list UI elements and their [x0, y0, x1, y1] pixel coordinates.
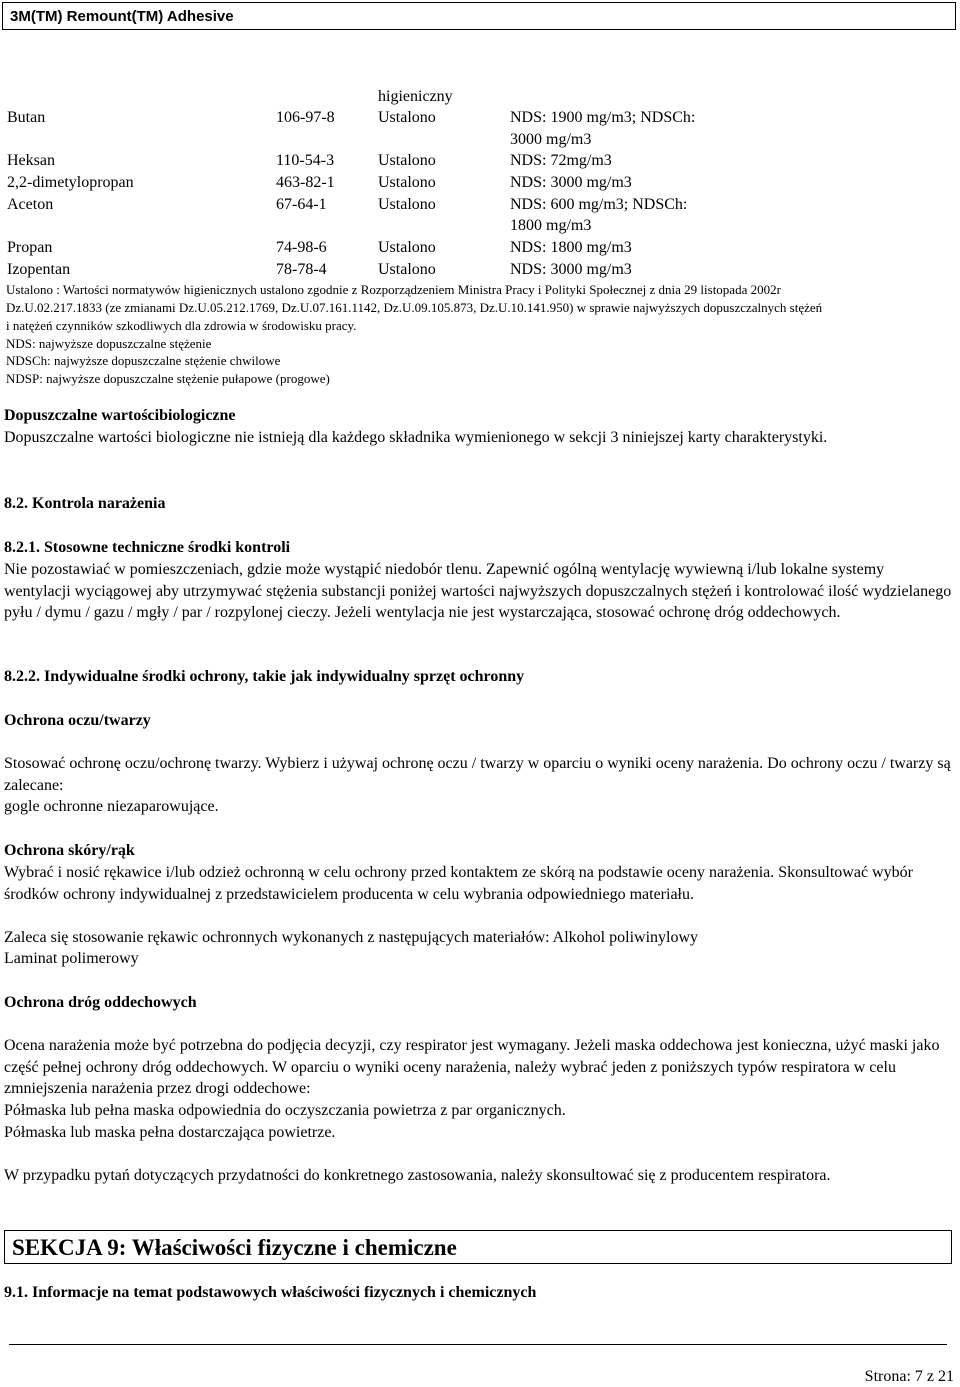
substance-name: Heksan	[7, 152, 55, 169]
limit-source: Ustalono	[378, 239, 436, 256]
limit-value-cont: 1800 mg/m3	[510, 217, 592, 234]
limit-value: NDS: 600 mg/m3; NDSCh:	[510, 196, 688, 213]
footer-divider	[9, 1344, 947, 1345]
respiratory-protection-note: W przypadku pytań dotyczących przydatności do konkretnego zastosowania, należy skonsultować się z producentem respiratora.	[4, 1167, 831, 1184]
limit-value: NDS: 3000 mg/m3	[510, 261, 632, 278]
footnote-line: Dz.U.02.217.1833 (ze zmianami Dz.U.05.212.1769, Dz.U.07.161.1142, Dz.U.09.105.873, Dz.U.10.141.950) w sprawie najwyższych dopuszczalnych stężeń	[6, 300, 823, 315]
section-9-1-heading: 9.1. Informacje na temat podstawowych właściwości fizycznych i chemicznych	[4, 1284, 537, 1301]
section-8-2-1-text: Nie pozostawiać w pomieszczeniach, gdzie może wystąpić niedobór tlenu. Zapewnić ogólną wentylację wywiewną i/lub lokalne systemy wentylacji wyciągowej aby utrzymywać stężenia substancji poniżej wartości najwyższych dopuszczalnych stężeń i kontrolować ilość wydzielanego pyłu / dymu / gazu / mgły / par / rozpylonej cieczy. Jeżeli wentylacja nie jest wystarczająca, stosować ochronę dróg oddechowych.	[4, 561, 952, 621]
eye-protection-text: Stosować ochronę oczu/ochronę twarzy. Wybierz i używaj ochronę oczu / twarzy w oparciu o wyniki oceny narażenia. Do ochrony oczu / twarzy są zalecane:	[4, 755, 951, 794]
cas-number: 463-82-1	[276, 174, 335, 191]
cas-number: 74-98-6	[276, 239, 327, 256]
substance-name: Aceton	[7, 196, 54, 213]
limit-source: Ustalono	[378, 261, 436, 278]
cas-number: 110-54-3	[276, 152, 335, 169]
footnote-line: NDSCh: najwyższe dopuszczalne stężenie chwilowe	[6, 353, 281, 368]
respirator-option: Półmaska lub maska pełna dostarczająca powietrze.	[4, 1124, 336, 1141]
limit-value: NDS: 1900 mg/m3; NDSCh:	[510, 109, 696, 126]
respiratory-protection-heading: Ochrona dróg oddechowych	[4, 994, 197, 1011]
skin-protection-materials: Zaleca się stosowanie rękawic ochronnych wykonanych z następujących materiałów: Alkohol poliwinylowy	[4, 929, 699, 946]
cas-number: 106-97-8	[276, 109, 335, 126]
section-9-title: SEKCJA 9: Właściwości fizyczne i chemiczne	[12, 1235, 457, 1260]
limit-source: Ustalono	[378, 109, 436, 126]
page-number: Strona: 7 z 21	[864, 1368, 954, 1385]
limit-value-cont: 3000 mg/m3	[510, 131, 592, 148]
section-8-2-heading: 8.2. Kontrola narażenia	[4, 495, 166, 512]
substance-name: Izopentan	[7, 261, 71, 278]
cas-number: 78-78-4	[276, 261, 327, 278]
skin-protection-material: Laminat polimerowy	[4, 950, 139, 967]
respiratory-protection-text: Ocena narażenia może być potrzebna do podjęcia decyzji, czy respirator jest wymagany. Jeżeli maska oddechowa jest konieczna, użyć maski jako część pełnej ochrony dróg oddechowych. W oparciu o wyniki oceny narażenia, należy wybrać jeden z poniższych typów respiratora w celu zmniejszenia narażenia przez drogi oddechowe:	[4, 1037, 940, 1097]
substance-name: Butan	[7, 109, 46, 126]
cas-number: 67-64-1	[276, 196, 327, 213]
eye-protection-heading: Ochrona oczu/twarzy	[4, 712, 151, 729]
footnote-line: i natężeń czynników szkodliwych dla zdrowia w środowisku pracy.	[6, 318, 357, 333]
bio-heading: Dopuszczalne wartościbiologiczne	[4, 407, 236, 424]
limit-source: Ustalono	[378, 174, 436, 191]
product-title: 3M(TM) Remount(TM) Adhesive	[10, 8, 234, 25]
section-9-banner	[4, 1230, 952, 1264]
skin-protection-heading: Ochrona skóry/rąk	[4, 842, 135, 859]
footnote-line: NDSP: najwyższe dopuszczalne stężenie pułapowe (progowe)	[6, 371, 330, 386]
eye-protection-item: gogle ochronne niezaparowujące.	[4, 798, 219, 815]
limit-source: Ustalono	[378, 196, 436, 213]
limit-value: NDS: 72mg/m3	[510, 152, 612, 169]
footnote-line: NDS: najwyższe dopuszczalne stężenie	[6, 336, 212, 351]
limit-value: NDS: 1800 mg/m3	[510, 239, 632, 256]
substance-name: 2,2-dimetylopropan	[7, 174, 134, 191]
section-8-2-1-heading: 8.2.1. Stosowne techniczne środki kontroli	[4, 539, 291, 556]
substance-name: Propan	[7, 239, 53, 256]
document-header	[2, 2, 956, 30]
respirator-option: Półmaska lub pełna maska odpowiednia do oczyszczania powietrza z par organicznych.	[4, 1102, 566, 1119]
table-header-cont: higieniczny	[378, 88, 453, 105]
section-8-2-2-heading: 8.2.2. Indywidualne środki ochrony, takie jak indywidualny sprzęt ochronny	[4, 668, 525, 685]
skin-protection-text: Wybrać i nosić rękawice i/lub odzież ochronną w celu ochrony przed kontaktem ze skórą na podstawie oceny narażenia. Skonsultować wybór środków ochrony indywidualnej z przedstawicielem producenta w celu wybrania odpowiedniego materiału.	[4, 864, 913, 903]
bio-text: Dopuszczalne wartości biologiczne nie istnieją dla każdego składnika wymienionego w sekcji 3 niniejszej karty charakterystyki.	[4, 429, 828, 446]
footnote-line: Ustalono : Wartości normatywów higienicznych ustalono zgodnie z Rozporządzeniem Ministra Pracy i Polityki Społecznej z dnia 29 listopada 2002r	[6, 282, 781, 297]
limit-value: NDS: 3000 mg/m3	[510, 174, 632, 191]
limit-source: Ustalono	[378, 152, 436, 169]
